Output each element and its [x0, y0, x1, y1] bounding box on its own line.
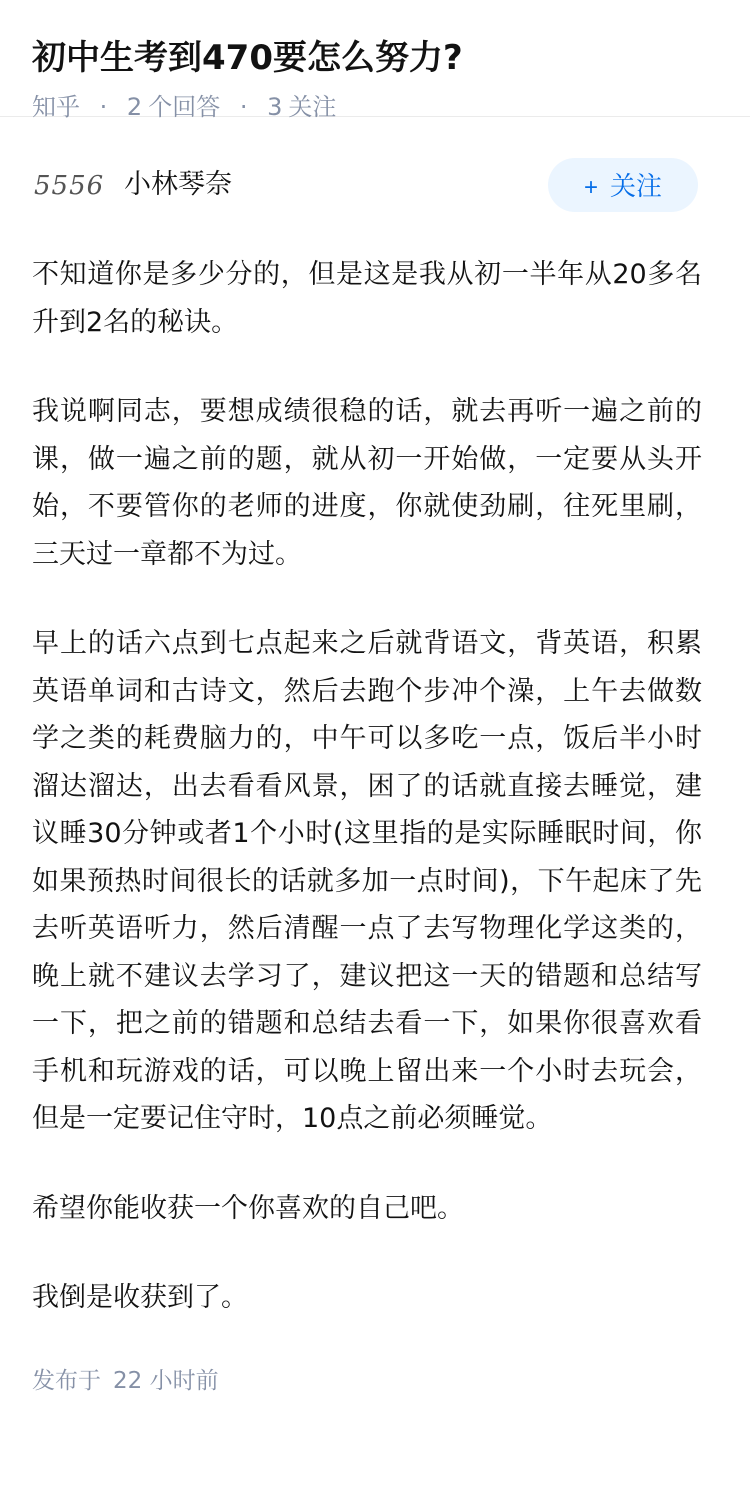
answer-paragraph: 不知道你是多少分的，但是这是我从初一半年从20多名升到2名的秘诀。	[32, 259, 702, 338]
followers-label[interactable]: 关注	[288, 93, 337, 121]
answer-paragraph: 我倒是收获到了。	[32, 1282, 248, 1313]
question-title[interactable]: 初中生考到470要怎么努力?	[32, 38, 463, 78]
question-header	[0, 0, 750, 121]
answers-label[interactable]: 个回答	[148, 93, 221, 121]
follow-button-label: 关注	[610, 171, 663, 201]
followers-count: 3	[267, 93, 283, 121]
answers-count: 2	[126, 93, 143, 121]
answer-time-value: 22 小时前	[113, 1367, 219, 1394]
follow-button[interactable]	[548, 158, 698, 212]
answer-time	[32, 1364, 718, 1398]
answer-content	[32, 251, 702, 1322]
answer-paragraph: 我说啊同志，要想成绩很稳的话，就去再听一遍之前的课，做一遍之前的题，就从初一开始做，一定要从头开始，不要管你的老师的进度，你就使劲刷，往死里刷，三天过一章都不为过。	[32, 396, 702, 570]
answer-card	[0, 117, 750, 1398]
plus-icon: +	[583, 174, 598, 201]
avatar[interactable]: 5556	[34, 171, 105, 201]
separator-dot: ·	[239, 93, 248, 121]
author-name[interactable]: 小林琴奈	[124, 169, 232, 200]
answer-time-label: 发布于	[32, 1367, 101, 1394]
source-label[interactable]: 知乎	[32, 93, 80, 121]
author-row	[32, 117, 718, 251]
answer-paragraph: 早上的话六点到七点起来之后就背语文，背英语，积累英语单词和古诗文，然后去跑个步冲个澡，上午去做数学之类的耗费脑力的，中午可以多吃一点，饭后半小时溜达溜达，出去看看风景，困了的话就直接去睡觉，建议睡30分钟或者1个小时(这里指的是实际睡眠时间，你如果预热时间很长的话就多加一点时间)，下午起床了先去听英语听力，然后清醒一点了去写物理化学这类的，晚上就不建议去学习了，建议把这一天的错题和总结写一下，把之前的错题和总结去看一下，如果你很喜欢看手机和玩游戏的话，可以晚上留出来一个小时去玩会，但是一定要记住守时，10点之前必须睡觉。	[32, 628, 702, 1134]
answer-paragraph: 希望你能收获一个你喜欢的自己吧。	[32, 1192, 464, 1224]
separator-dot: ·	[99, 93, 108, 121]
